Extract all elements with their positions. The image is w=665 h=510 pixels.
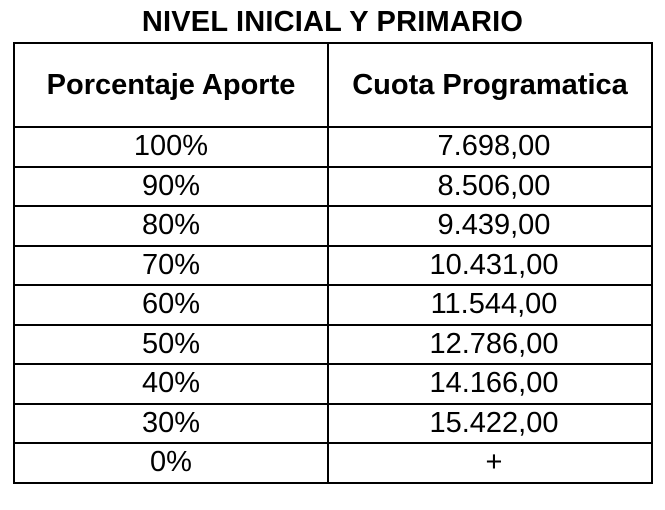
quota-cell: 9.439,00 [328,206,652,246]
table-row [14,404,652,444]
table-row [14,246,652,286]
percentage-cell: 30% [14,404,328,444]
quota-cell: 7.698,00 [328,127,652,167]
header-quota: Cuota Programatica [328,43,652,127]
table-row [14,167,652,207]
table-row [14,206,652,246]
percentage-cell: 70% [14,246,328,286]
table-row [14,364,652,404]
header-percentage: Porcentaje Aporte [14,43,328,127]
table-row [14,443,652,483]
header-row [14,43,652,127]
quota-cell: 14.166,00 [328,364,652,404]
quota-cell: 12.786,00 [328,325,652,365]
percentage-cell: 50% [14,325,328,365]
quota-cell: 8.506,00 [328,167,652,207]
percentage-cell: 0% [14,443,328,483]
quota-cell: 15.422,00 [328,404,652,444]
table-row [14,285,652,325]
quota-cell: 10.431,00 [328,246,652,286]
percentage-cell: 40% [14,364,328,404]
table-row [14,127,652,167]
quota-cell: + [328,443,652,483]
table-row [14,325,652,365]
percentage-cell: 80% [14,206,328,246]
percentage-cell: 90% [14,167,328,207]
fee-table [13,42,653,484]
quota-cell: 11.544,00 [328,285,652,325]
table-title: NIVEL INICIAL Y PRIMARIO [141,6,524,38]
percentage-cell: 100% [14,127,328,167]
percentage-cell: 60% [14,285,328,325]
